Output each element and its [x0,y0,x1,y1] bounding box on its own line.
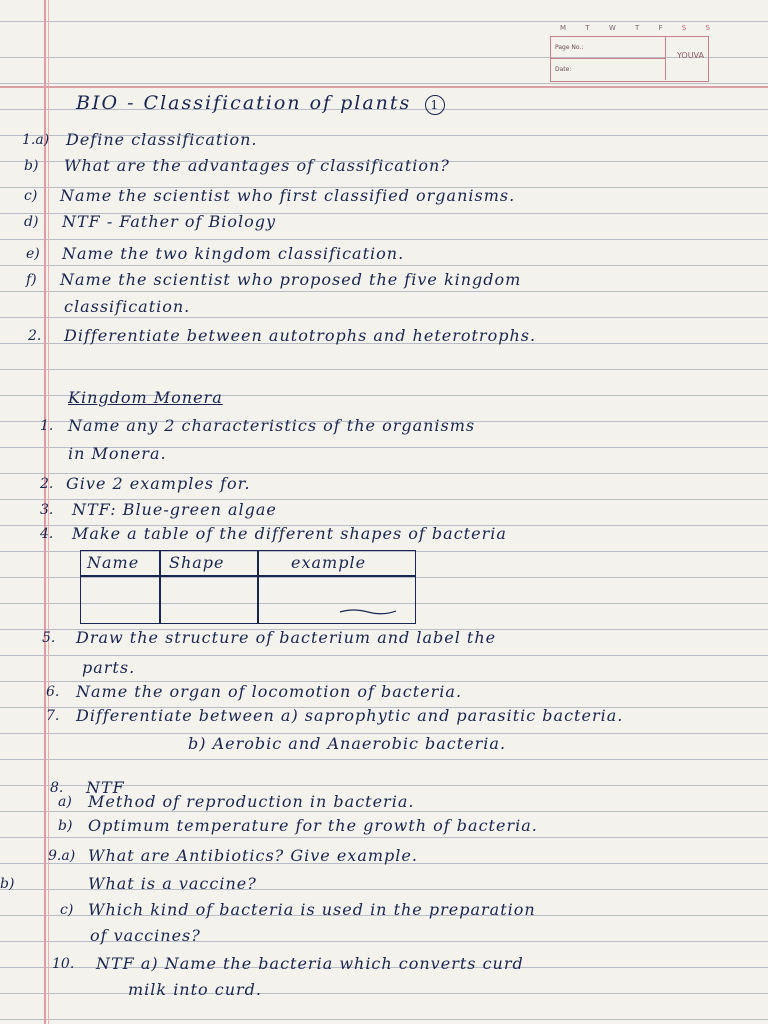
question-text: Name any 2 characteristics of the organisms [68,416,476,435]
day-tue: T [585,24,590,32]
question-number: e) [26,246,40,262]
table-col-divider-2 [257,551,259,623]
title-number-circle: 1 [425,95,445,115]
question-text: Name the scientist who proposed the five kingdom [60,270,522,289]
question-text: in Monera. [68,444,167,463]
question-number: 7. [46,708,60,724]
question-number: 4. [40,526,54,542]
section-heading-kingdom-monera: Kingdom Monera [68,388,223,407]
day-thu: T [635,24,640,32]
question-number: 3. [40,502,54,518]
table-header-shape: Shape [169,553,225,572]
page-no-label: Page No.: [551,37,666,59]
question-text: of vaccines? [90,926,201,945]
question-text: Optimum temperature for the growth of bacteria. [88,816,538,835]
question-text: classification. [64,297,191,316]
day-wed: W [608,24,616,32]
question-number: 8. [50,780,64,796]
question-text: Make a table of the different shapes of bacteria [72,524,507,543]
question-number: 1.a) [22,132,50,148]
question-text: NTF a) Name the bacteria which converts curd [96,954,524,973]
table-col-divider-1 [159,551,161,623]
question-number: 10. [52,956,75,972]
question-text: Which kind of bacteria is used in the preparation [88,900,536,919]
question-text: Name the two kingdom classification. [62,244,405,263]
date-label: Date: [551,59,666,80]
question-number: 1. [40,418,54,434]
question-text: Differentiate between a) saprophytic and parasitic bacteria. [76,706,624,725]
question-number: b) [0,876,15,892]
question-text: Give 2 examples for. [66,474,251,493]
page-title-text: BIO - Classification of plants [76,92,412,114]
question-number: b) [24,158,39,174]
table-header-rule [81,575,415,577]
question-text: Draw the structure of bacterium and label the [76,628,497,647]
page-info-box [550,36,709,82]
table-header-example: example [291,553,367,572]
question-number: c) [24,188,38,204]
question-text: What are the advantages of classification? [64,156,450,175]
page-title [76,92,445,115]
question-text: What is a vaccine? [88,874,257,893]
question-text: Define classification. [66,130,258,149]
question-text: Name the scientist who first classified organisms. [60,186,516,205]
day-fri: F [658,24,663,32]
question-text: NTF: Blue-green algae [72,500,277,519]
question-text: Differentiate between autotrophs and heterotrophs. [64,326,537,345]
question-text: Name the organ of locomotion of bacteria. [76,682,463,701]
question-text: What are Antibiotics? Give example. [88,846,418,865]
header-rule [0,86,768,88]
question-number: 2. [40,476,54,492]
question-text: parts. [82,658,136,677]
ink-squiggle [338,606,398,616]
question-number: b) [58,818,73,834]
question-number: 5. [42,630,56,646]
question-number: 2. [28,328,42,344]
day-sat: S [681,24,687,32]
question-text: b) Aerobic and Anaerobic bacteria. [188,734,507,753]
question-text: NTF - Father of Biology [62,212,277,231]
question-text: NTF [86,778,125,797]
question-number: c) [60,902,74,918]
day-sun: S [705,24,710,32]
table-header-name: Name [87,553,140,572]
brand-logo-text: YOUVA [676,51,704,60]
question-number: 9.a) [48,848,76,864]
question-number: a) [58,794,72,810]
question-number: d) [24,214,39,230]
day-mon: M [560,24,567,32]
question-number: 6. [46,684,60,700]
question-number: f) [26,272,37,288]
weekday-row [560,24,710,32]
question-text: Method of reproduction in bacteria. [88,792,415,811]
question-text: milk into curd. [128,980,262,999]
